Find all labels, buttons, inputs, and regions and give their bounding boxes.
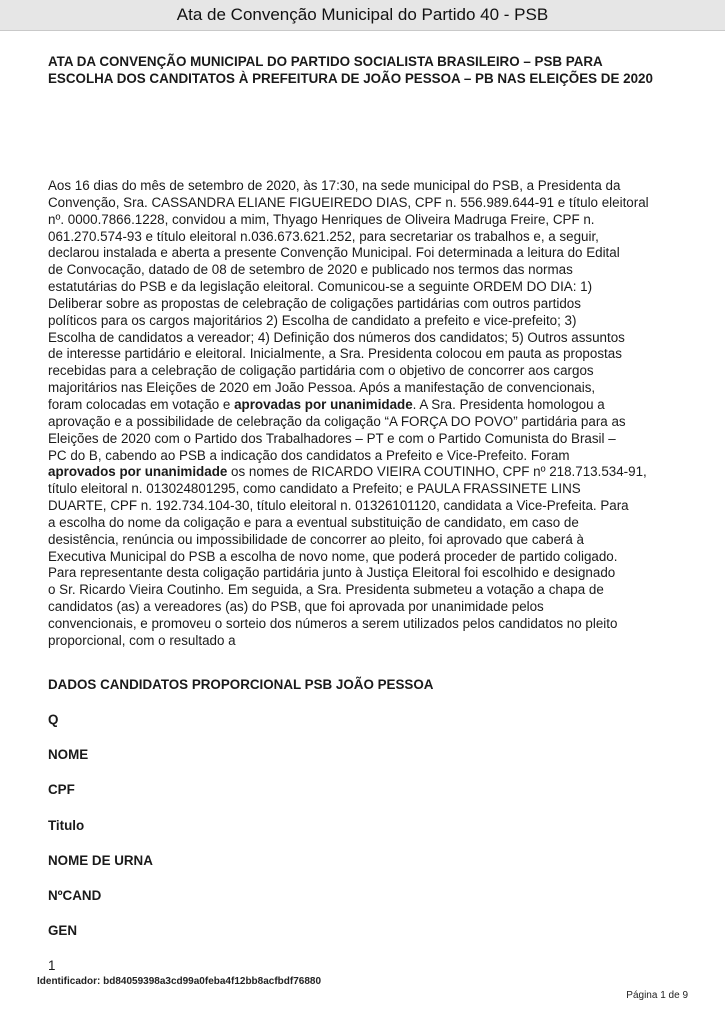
body-line: Aos 16 dias do mês de setembro de 2020, às 17:30, na sede municipal do PSB, a Presidenta da — [48, 178, 621, 193]
body-line: proporcional, com o resultado a — [48, 632, 236, 648]
body-line — [48, 464, 678, 481]
page-number: Página 1 de 9 — [626, 990, 688, 1001]
window-title: Ata de Convenção Municipal do Partido 40 - PSB — [176, 5, 549, 24]
body-line: Para representante desta coligação partidária junto à Justiça Eleitoral foi escolhido e designado — [48, 565, 616, 581]
field-label-ncand: NºCAND — [48, 888, 102, 903]
body-line: recebidas para a celebração de coligação partidária com o objetivo de concorrer aos cargos — [48, 363, 594, 379]
body-line — [48, 397, 678, 414]
body-line: Convenção, Sra. CASSANDRA ELIANE FIGUEIREDO DIAS, CPF n. 556.989.644-91 e título eleitoral — [48, 194, 649, 210]
bold-emphasis: aprovadas por unanimidade — [234, 396, 413, 412]
minutes-body — [48, 178, 678, 650]
body-line: DUARTE, CPF n. 192.734.104-30, título eleitoral n. 01326101120, candidata a Vice-Prefeita. Para — [48, 498, 629, 514]
body-text-run: . A Sra. Presidenta homologou a — [412, 396, 605, 412]
document-identifier: Identificador: bd84059398a3cd99a0feba4f12bb8acfbdf76880 — [37, 976, 322, 987]
section-heading: DADOS CANDIDATOS PROPORCIONAL PSB JOÃO PESSOA — [48, 677, 434, 692]
body-line: majoritários nas Eleições de 2020 em João Pessoa. Após a manifestação de convencionais, — [48, 380, 596, 396]
body-line: declarou instalada e aberta a presente Convenção Municipal. Foi determinada a leitura do Edital — [48, 245, 620, 261]
field-label-titulo: Titulo — [48, 818, 85, 833]
heading-line-1: ATA DA CONVENÇÃO MUNICIPAL DO PARTIDO SOCIALISTA BRASILEIRO – PSB PARA — [48, 54, 603, 69]
field-label-cpf: CPF — [48, 782, 75, 797]
body-line: aprovação e a possibilidade de celebração da coligação “A FORÇA DO POVO” partidária para as — [48, 413, 626, 429]
field-label-nome: NOME — [48, 747, 89, 762]
body-line: o Sr. Ricardo Vieira Coutinho. Em seguida, a Sra. Presidenta submeteu a votação a chapa de — [48, 582, 604, 598]
body-line: Escolha de candidatos a vereador; 4) Definição dos números dos candidatos; 5) Outros assuntos — [48, 329, 625, 345]
body-text-run: os nomes de RICARDO VIEIRA COUTINHO, CPF nº 218.713.534-91, — [227, 464, 647, 480]
body-line: desistência, renúncia ou impossibilidade de concorrer ao pleito, foi aprovado que caberá à — [48, 531, 584, 547]
document-title-bar — [0, 0, 725, 31]
body-line: convencionais, e promoveu o sorteio dos números a serem utilizados pelos candidatos no pleito — [48, 615, 618, 631]
field-label-nome-urna: NOME DE URNA — [48, 853, 153, 868]
body-line: 061.270.574-93 e título eleitoral n.036.673.621.252, para secretariar os trabalhos e, a seguir, — [48, 228, 599, 244]
body-text-run: foram colocadas em votação e — [48, 396, 235, 412]
body-line: de Convocação, datado de 08 de setembro de 2020 e publicado nos termos das normas — [48, 262, 573, 278]
body-line: Executiva Municipal do PSB a escolha de novo nome, que poderá proceder de partido coligado. — [48, 548, 618, 564]
body-line: PC do B, cabendo ao PSB a indicação dos candidatos a Prefeito e Vice-Prefeito. Foram — [48, 447, 570, 463]
body-line: estatutárias do PSB e da legislação eleitoral. Comunicou-se a seguinte ORDEM DO DIA: 1) — [48, 279, 593, 295]
document-heading — [48, 53, 688, 87]
field-label-q: Q — [48, 712, 59, 727]
body-line: Deliberar sobre as propostas de celebração de coligações partidárias com outros partidos — [48, 295, 581, 311]
body-line: título eleitoral n. 013024801295, como candidato a Prefeito; e PAULA FRASSINETE LINS — [48, 481, 581, 497]
body-line: de interesse partidário e eleitoral. Inicialmente, a Sra. Presidenta colocou em pauta as propostas — [48, 346, 622, 362]
body-line: nº. 0000.7866.1228, convidou a mim, Thyago Henriques de Oliveira Madruga Freire, CPF n. — [48, 211, 595, 227]
field-label-gen: GEN — [48, 923, 78, 938]
bold-emphasis: aprovados por unanimidade — [48, 464, 228, 480]
body-line: Eleições de 2020 com o Partido dos Trabalhadores – PT e com o Partido Comunista do Brasil – — [48, 430, 616, 446]
candidate-row-number: 1 — [48, 958, 56, 973]
heading-line-2: ESCOLHA DOS CANDITATOS À PREFEITURA DE JOÃO PESSOA – PB NAS ELEIÇÕES DE 2020 — [48, 71, 653, 86]
body-line: candidatos (as) a vereadores (as) do PSB, que foi aprovada por unanimidade pelos — [48, 599, 544, 615]
body-line: a escolha do nome da coligação e para a eventual substituição de candidato, em caso de — [48, 514, 579, 530]
body-line: políticos para os cargos majoritários 2) Escolha de candidato a prefeito e vice-prefeito; 3) — [48, 312, 577, 328]
